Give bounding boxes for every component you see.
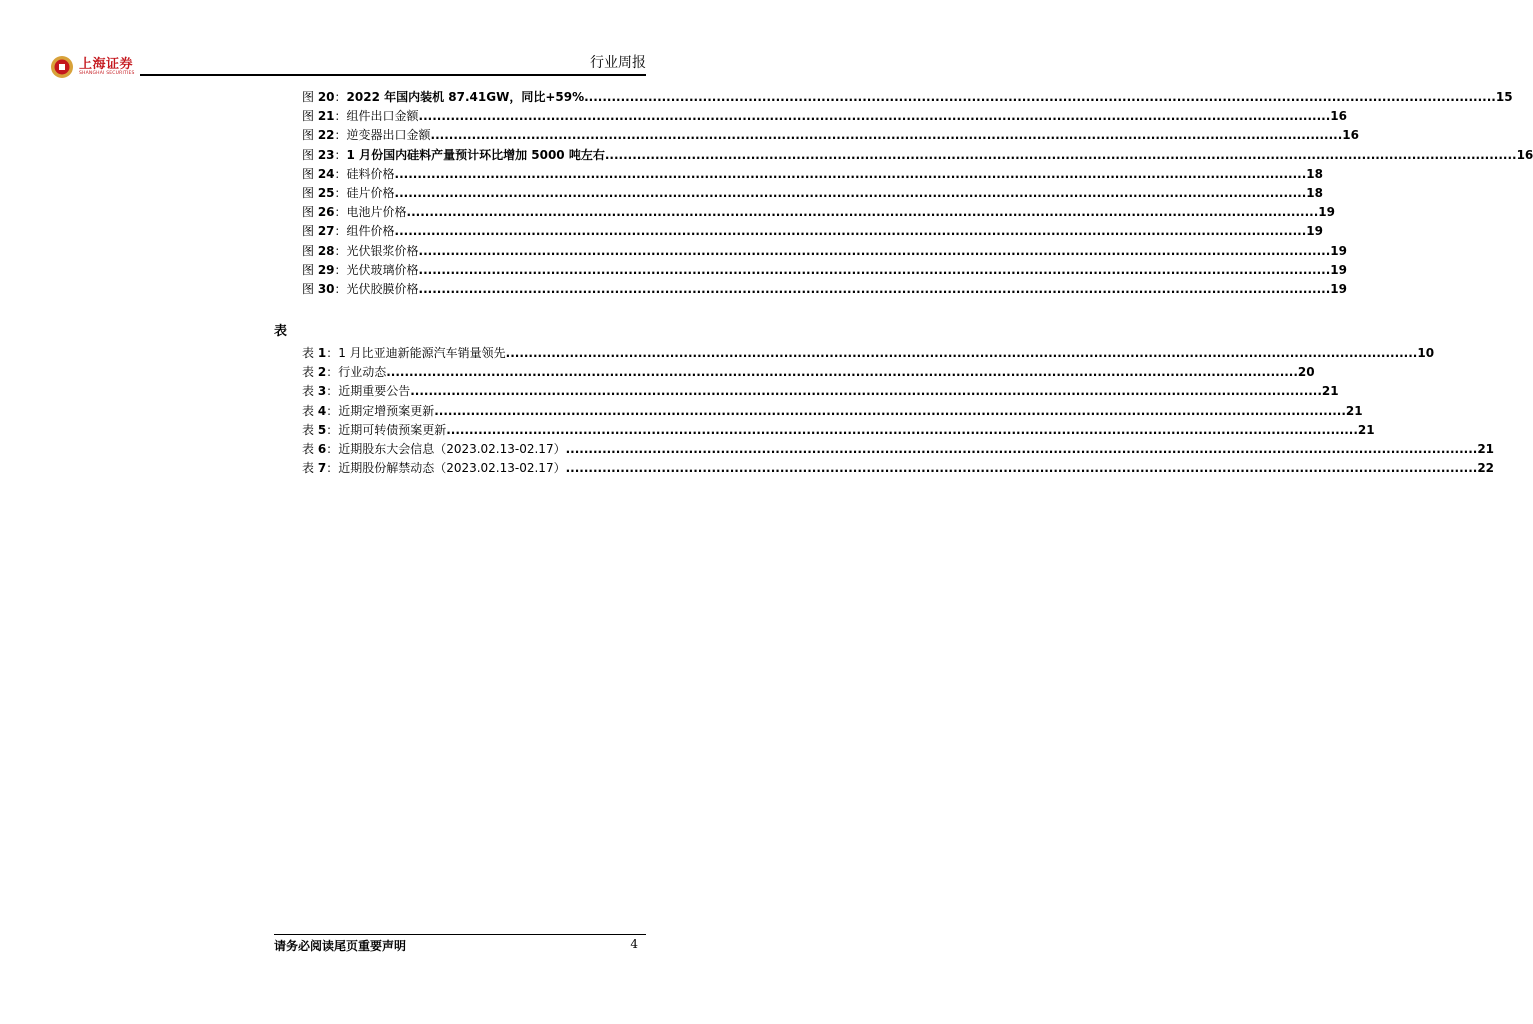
figure-prefix: 图 — [302, 147, 318, 162]
table-page-number: 10 — [1417, 346, 1435, 360]
figure-title: ：组件出口金额 — [334, 109, 419, 124]
table-entry[interactable] — [302, 363, 1315, 380]
dot-leader: ........................................................................................................................................................................................................ — [446, 422, 1358, 437]
figure-number: 27 — [317, 224, 335, 239]
dot-leader: ........................................................................................................................................................................................................ — [406, 205, 1319, 220]
dot-leader: ........................................................................................................................................................................................................ — [418, 109, 1331, 124]
figure-title: ：电池片价格 — [334, 205, 407, 220]
table-prefix: 表 — [302, 384, 318, 399]
figure-prefix: 图 — [302, 224, 318, 239]
tables-heading: 表 — [274, 324, 288, 339]
figure-label — [302, 88, 584, 105]
figure-title: ：组件价格 — [334, 224, 395, 239]
dot-leader: ........................................................................................................................................................................................................ — [565, 461, 1478, 476]
figure-entry[interactable] — [302, 146, 1533, 163]
figure-page-number: 16 — [1330, 109, 1347, 124]
table-label — [302, 402, 434, 419]
company-logo — [50, 55, 135, 79]
table-number: 6 — [317, 442, 327, 456]
table-title: ：近期可转债预案更新 — [326, 422, 447, 437]
figure-label — [302, 184, 395, 201]
dot-leader: ........................................................................................................................................................................................................ — [505, 346, 1418, 360]
figure-label — [302, 203, 407, 220]
table-page-number: 21 — [1345, 403, 1363, 418]
figure-page-number: 19 — [1330, 262, 1347, 277]
figure-number: 28 — [317, 243, 335, 258]
table-number: 2 — [317, 365, 327, 380]
figure-number: 22 — [317, 128, 335, 143]
figure-page-number: 16 — [1516, 147, 1533, 162]
figure-title: ：光伏玻璃价格 — [334, 262, 419, 277]
figure-title: ：硅料价格 — [334, 166, 395, 181]
logo-mark-icon — [50, 55, 74, 79]
figure-label — [302, 242, 419, 259]
table-title: ：近期股份解禁动态（2023.02.13-02.17） — [326, 461, 566, 476]
table-page-number: 22 — [1477, 461, 1495, 476]
table-title: ：近期重要公告 — [326, 384, 411, 399]
dot-leader: ........................................................................................................................................................................................................ — [418, 243, 1331, 258]
figure-title: ： — [334, 147, 347, 162]
table-page-number: 20 — [1297, 365, 1315, 380]
table-entry[interactable] — [302, 382, 1339, 399]
dot-leader: ........................................................................................................................................................................................................ — [418, 282, 1331, 296]
table-page-number: 21 — [1321, 384, 1339, 399]
logo-subtext: SHANGHAI SECURITIES — [79, 70, 135, 76]
footer-disclaimer: 请务必阅读尾页重要声明 — [274, 939, 407, 953]
table-number: 7 — [317, 461, 327, 476]
document-type: 行业周报 — [590, 55, 646, 71]
table-title: ：近期股东大会信息（2023.02.13-02.17） — [326, 442, 566, 456]
table-prefix: 表 — [302, 403, 318, 418]
page-number: 4 — [630, 937, 638, 951]
figure-label — [302, 280, 419, 297]
table-label — [302, 382, 410, 399]
figure-page-number: 15 — [1495, 90, 1513, 104]
dot-leader: ........................................................................................................................................................................................................ — [386, 365, 1298, 380]
figure-prefix: 图 — [302, 282, 318, 296]
figure-prefix: 图 — [302, 205, 318, 220]
figure-number: 29 — [317, 262, 335, 277]
figure-number: 20 — [317, 90, 335, 104]
table-prefix: 表 — [302, 422, 318, 437]
figure-prefix: 图 — [302, 166, 318, 181]
figure-prefix: 图 — [302, 186, 318, 200]
table-label — [302, 344, 506, 361]
figure-page-number: 18 — [1306, 186, 1323, 200]
table-title: ：1 月比亚迪新能源汽车销量领先 — [326, 346, 506, 360]
figure-title: ： — [334, 90, 347, 104]
figure-entry[interactable] — [302, 126, 1359, 143]
dot-leader: ........................................................................................................................................................................................................ — [565, 442, 1478, 456]
table-title: ：近期定增预案更新 — [326, 403, 435, 418]
table-page-number: 21 — [1477, 442, 1495, 456]
figure-title: ：逆变器出口金额 — [334, 128, 431, 143]
figure-page-number: 19 — [1330, 243, 1347, 258]
header-divider — [140, 74, 646, 76]
table-prefix: 表 — [302, 365, 318, 380]
figure-page-number: 19 — [1330, 282, 1347, 296]
figure-number: 25 — [317, 186, 335, 200]
table-number: 1 — [317, 346, 327, 360]
table-label — [302, 440, 566, 457]
table-prefix: 表 — [302, 442, 318, 456]
figure-title-emphasis: 1 月份国内硅料产量预计环比增加 5000 吨左右 — [346, 147, 605, 162]
figure-title: ：光伏胶膜价格 — [334, 282, 419, 296]
figure-number: 24 — [317, 166, 335, 181]
figure-number: 23 — [317, 147, 335, 162]
figure-prefix: 图 — [302, 128, 318, 143]
figure-number: 30 — [317, 282, 335, 296]
table-entry[interactable] — [302, 459, 1495, 476]
figure-number: 21 — [317, 109, 335, 124]
figure-page-number: 16 — [1342, 128, 1359, 143]
figure-page-number: 19 — [1318, 205, 1335, 220]
figure-prefix: 图 — [302, 90, 318, 104]
figure-prefix: 图 — [302, 243, 318, 258]
figure-prefix: 图 — [302, 109, 318, 124]
table-number: 3 — [317, 384, 327, 399]
figure-page-number: 18 — [1306, 166, 1323, 181]
figure-label — [302, 126, 431, 143]
figure-entry[interactable] — [302, 88, 1513, 105]
figure-label — [302, 146, 605, 163]
table-number: 5 — [317, 422, 327, 437]
figure-entry[interactable] — [302, 107, 1347, 124]
table-title: ：行业动态 — [326, 365, 387, 380]
table-entry[interactable] — [302, 421, 1375, 438]
dot-leader: ........................................................................................................................................................................................................ — [434, 403, 1346, 418]
table-page-number: 21 — [1357, 422, 1375, 437]
dot-leader: ........................................................................................................................................................................................................ — [604, 147, 1517, 162]
figure-label — [302, 107, 419, 124]
table-label — [302, 421, 446, 438]
figure-entry[interactable] — [302, 261, 1347, 278]
footer-divider — [274, 934, 646, 935]
dot-leader: ........................................................................................................................................................................................................ — [418, 262, 1331, 277]
logo-text: 上海证券 — [79, 56, 134, 72]
table-entry[interactable] — [302, 440, 1495, 457]
figure-label — [302, 222, 395, 239]
dot-leader: ........................................................................................................................................................................................................ — [394, 186, 1307, 200]
figure-label — [302, 165, 395, 182]
table-label — [302, 459, 566, 476]
figure-title: ：光伏银浆价格 — [334, 243, 419, 258]
figure-prefix: 图 — [302, 262, 318, 277]
figure-title-emphasis: 2022 年国内装机 87.41GW，同比+59% — [346, 90, 585, 104]
figure-label — [302, 261, 419, 278]
table-label — [302, 363, 386, 380]
figure-entry[interactable] — [302, 165, 1323, 182]
figure-entry[interactable] — [302, 184, 1323, 201]
dot-leader: ........................................................................................................................................................................................................ — [430, 128, 1343, 143]
dot-leader: ........................................................................................................................................................................................................ — [410, 384, 1322, 399]
table-entry[interactable] — [302, 344, 1435, 361]
table-prefix: 表 — [302, 346, 318, 360]
figure-title: ：硅片价格 — [334, 186, 395, 200]
dot-leader: ........................................................................................................................................................................................................ — [394, 224, 1307, 239]
figure-page-number: 19 — [1306, 224, 1323, 239]
table-entry[interactable] — [302, 402, 1363, 419]
table-number: 4 — [317, 403, 327, 418]
figure-entry[interactable] — [302, 242, 1347, 259]
figure-entry[interactable] — [302, 203, 1335, 220]
dot-leader: ........................................................................................................................................................................................................ — [584, 90, 1496, 104]
table-prefix: 表 — [302, 461, 318, 476]
figure-entry[interactable] — [302, 280, 1347, 297]
figure-entry[interactable] — [302, 222, 1323, 239]
figure-number: 26 — [317, 205, 335, 220]
dot-leader: ........................................................................................................................................................................................................ — [394, 166, 1307, 181]
